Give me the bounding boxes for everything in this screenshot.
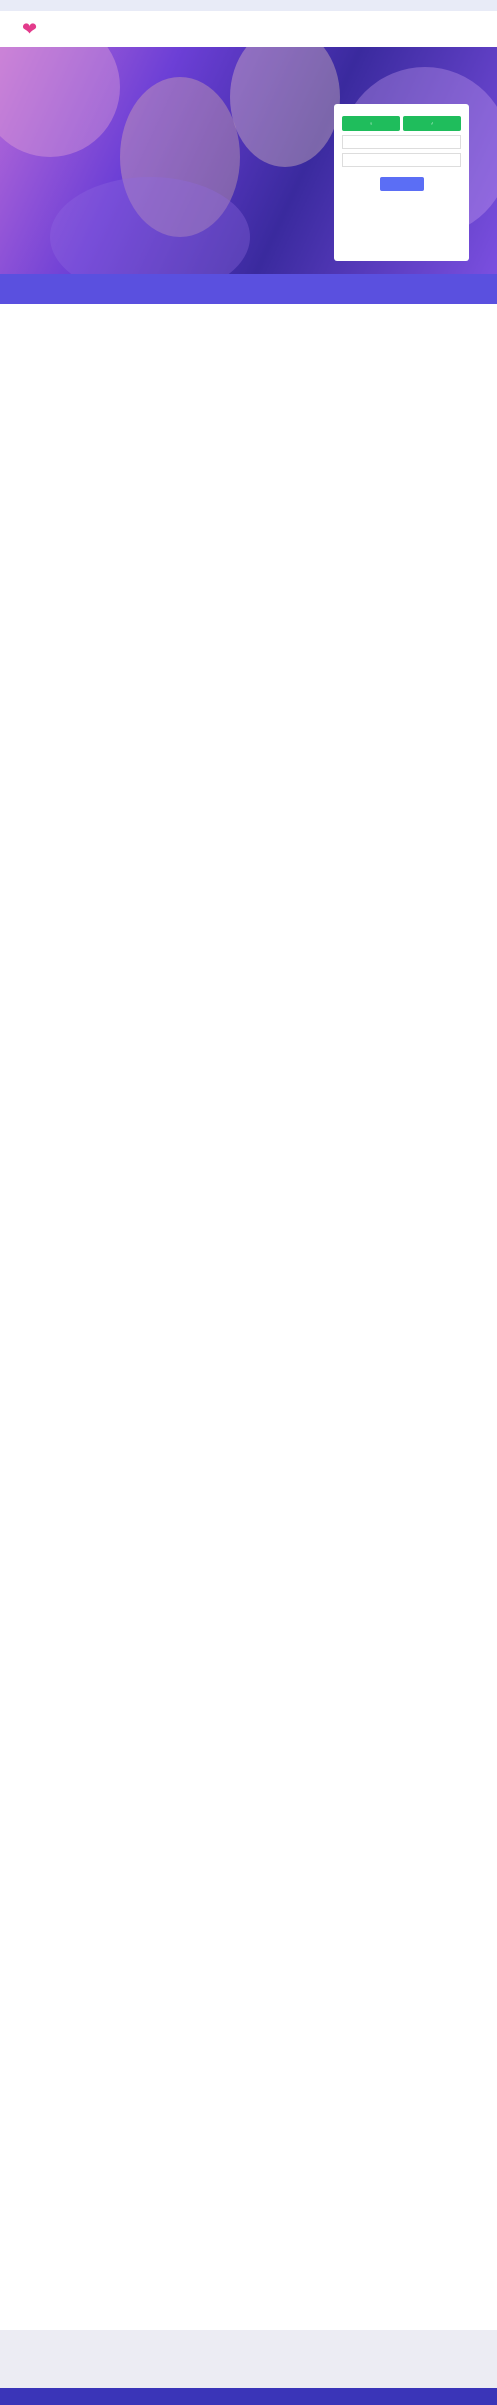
women-icon: ♀ [369, 121, 373, 126]
members-grid [22, 443, 475, 593]
copyright-bar [0, 2388, 497, 2405]
heart-logo-icon: ❤ [22, 19, 38, 39]
logo[interactable] [22, 20, 40, 38]
gender-men-button[interactable] [403, 116, 461, 131]
language-bar [0, 0, 497, 11]
men-icon: ♂ [430, 121, 434, 126]
top-members [22, 643, 475, 701]
age-range-select[interactable] [342, 135, 461, 149]
location-input[interactable] [342, 153, 461, 167]
gender-women-button[interactable] [342, 116, 400, 131]
registered-members-bar [0, 274, 497, 304]
hero-banner [0, 47, 497, 274]
search-panel [334, 104, 469, 261]
search-button[interactable] [380, 177, 424, 191]
footer [0, 2330, 497, 2405]
header [0, 11, 497, 47]
